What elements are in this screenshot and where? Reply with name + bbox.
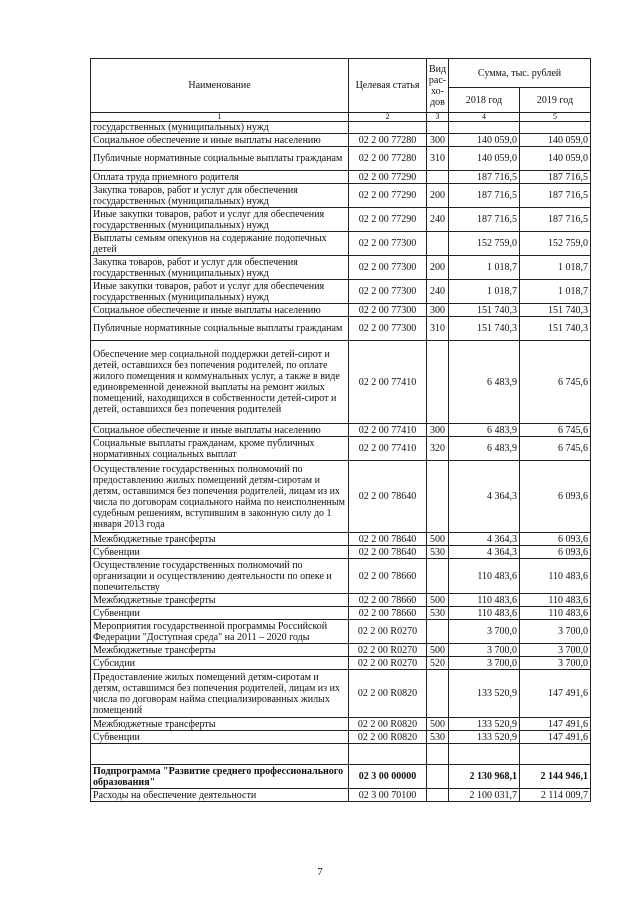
- row-expense-type-cell: 530: [427, 546, 449, 559]
- table-row: [91, 594, 591, 607]
- row-name-cell: Подпрограмма "Развитие среднего профессионального образования": [91, 765, 349, 789]
- table-row: [91, 122, 591, 134]
- row-expense-type-cell: [427, 232, 449, 256]
- header-target-article: Целевая статья: [349, 59, 427, 113]
- table-row: [91, 208, 591, 232]
- row-name-cell: государственных (муниципальных) нужд: [91, 122, 349, 134]
- row-sum-2019-cell: 110 483,6: [520, 594, 591, 607]
- row-sum-2018-cell: 110 483,6: [449, 607, 520, 620]
- row-name-cell: Осуществление государственных полномочий по организации и осуществлению деятельности по опеке и попечительству: [91, 559, 349, 594]
- row-sum-2018-cell: 1 018,7: [449, 256, 520, 280]
- row-expense-type-cell: [427, 559, 449, 594]
- table-row: [91, 731, 591, 744]
- row-expense-type-cell: 310: [427, 317, 449, 341]
- table-row: [91, 280, 591, 304]
- row-expense-type-cell: [427, 341, 449, 424]
- row-name-cell: Предоставление жилых помещений детям-сиротам и детям, оставшимся без попечения родителей, лицам из их числа по договорам найма специализированных жилых помещений: [91, 670, 349, 718]
- row-target-article-cell: 02 2 00 77280: [349, 147, 427, 171]
- table-row: [91, 718, 591, 731]
- row-sum-2019-cell: 147 491,6: [520, 731, 591, 744]
- row-name-cell: Публичные нормативные социальные выплаты гражданам: [91, 147, 349, 171]
- row-sum-2018-cell: 3 700,0: [449, 644, 520, 657]
- row-sum-2019-cell: 187 716,5: [520, 184, 591, 208]
- table-row: [91, 657, 591, 670]
- row-sum-2019-cell: 147 491,6: [520, 670, 591, 718]
- row-sum-2018-cell: 6 483,9: [449, 424, 520, 437]
- row-sum-2018-cell: 187 716,5: [449, 208, 520, 232]
- row-sum-2019-cell: [520, 744, 591, 765]
- row-sum-2019-cell: 6 093,6: [520, 546, 591, 559]
- row-name-cell: Обеспечение мер социальной поддержки детей-сирот и детей, оставшихся без попечения родителей, по оплате жилого помещения и коммунальных услуг, а также в виде единовременной денежной выплаты на ремонт жилых помещений, находящихся в собственности детей-сирот и детей, оставшихся без попечения родителей: [91, 341, 349, 424]
- table-row: [91, 317, 591, 341]
- row-expense-type-cell: [427, 789, 449, 802]
- row-sum-2019-cell: 2 144 946,1: [520, 765, 591, 789]
- header-expense-type: Вид рас-хо-дов: [427, 59, 449, 113]
- row-target-article-cell: 02 2 00 R0270: [349, 644, 427, 657]
- column-index: 3: [427, 113, 449, 122]
- row-expense-type-cell: [427, 765, 449, 789]
- row-expense-type-cell: 530: [427, 607, 449, 620]
- row-expense-type-cell: 200: [427, 256, 449, 280]
- row-sum-2018-cell: 110 483,6: [449, 594, 520, 607]
- table-row: [91, 341, 591, 424]
- row-name-cell: Иные закупки товаров, работ и услуг для обеспечения государственных (муниципальных) нужд: [91, 208, 349, 232]
- table-row: [91, 256, 591, 280]
- table-row: [91, 232, 591, 256]
- row-name-cell: Закупка товаров, работ и услуг для обеспечения государственных (муниципальных) нужд: [91, 256, 349, 280]
- row-name-cell: Межбюджетные трансферты: [91, 594, 349, 607]
- row-expense-type-cell: 320: [427, 437, 449, 461]
- row-expense-type-cell: 500: [427, 718, 449, 731]
- row-name-cell: Субвенции: [91, 731, 349, 744]
- row-target-article-cell: 02 2 00 R0270: [349, 620, 427, 644]
- row-expense-type-cell: 310: [427, 147, 449, 171]
- row-expense-type-cell: [427, 171, 449, 184]
- row-sum-2019-cell: 152 759,0: [520, 232, 591, 256]
- row-sum-2018-cell: 151 740,3: [449, 304, 520, 317]
- header-name: Наименование: [91, 59, 349, 113]
- row-sum-2019-cell: 6 745,6: [520, 424, 591, 437]
- row-target-article-cell: 02 2 00 77280: [349, 134, 427, 147]
- table-row: [91, 607, 591, 620]
- row-target-article-cell: 02 2 00 77300: [349, 317, 427, 341]
- row-name-cell: Межбюджетные трансферты: [91, 533, 349, 546]
- table-row: [91, 304, 591, 317]
- row-target-article-cell: 02 2 00 77300: [349, 280, 427, 304]
- row-expense-type-cell: [427, 744, 449, 765]
- row-sum-2018-cell: 151 740,3: [449, 317, 520, 341]
- row-name-cell: Осуществление государственных полномочий по предоставлению жилых помещений детям-сиротам и детям, оставшимся без попечения родителей, лицам из их числа по договорам социального найма по неисполненным судебным решениям, вступившим в законную силу до 1 января 2013 года: [91, 461, 349, 533]
- row-expense-type-cell: 240: [427, 280, 449, 304]
- table-row: [91, 171, 591, 184]
- row-target-article-cell: 02 2 00 78640: [349, 533, 427, 546]
- row-target-article-cell: 02 2 00 77290: [349, 171, 427, 184]
- row-sum-2018-cell: 3 700,0: [449, 620, 520, 644]
- row-sum-2019-cell: 6 745,6: [520, 437, 591, 461]
- row-name-cell: Социальное обеспечение и иные выплаты населению: [91, 134, 349, 147]
- header-sum: Сумма, тыс. рублей: [449, 59, 591, 88]
- header-year-2019: 2019 год: [520, 88, 591, 113]
- row-sum-2019-cell: 151 740,3: [520, 317, 591, 341]
- row-sum-2019-cell: 3 700,0: [520, 644, 591, 657]
- row-name-cell: Иные закупки товаров, работ и услуг для обеспечения государственных (муниципальных) нужд: [91, 280, 349, 304]
- budget-table: [90, 58, 591, 802]
- header-year-2018: 2018 год: [449, 88, 520, 113]
- row-target-article-cell: 02 2 00 78640: [349, 461, 427, 533]
- row-name-cell: Социальное обеспечение и иные выплаты населению: [91, 304, 349, 317]
- row-name-cell: Межбюджетные трансферты: [91, 718, 349, 731]
- row-name-cell: Выплаты семьям опекунов на содержание подопечных детей: [91, 232, 349, 256]
- column-index: 1: [91, 113, 349, 122]
- row-target-article-cell: 02 2 00 77410: [349, 424, 427, 437]
- row-sum-2019-cell: 187 716,5: [520, 208, 591, 232]
- row-target-article-cell: 02 2 00 77410: [349, 437, 427, 461]
- row-expense-type-cell: 500: [427, 533, 449, 546]
- row-target-article-cell: [349, 122, 427, 134]
- column-index: 5: [520, 113, 591, 122]
- row-expense-type-cell: [427, 620, 449, 644]
- row-sum-2018-cell: 6 483,9: [449, 341, 520, 424]
- column-index: 2: [349, 113, 427, 122]
- row-name-cell: Межбюджетные трансферты: [91, 644, 349, 657]
- row-target-article-cell: 02 2 00 77290: [349, 184, 427, 208]
- table-row: [91, 437, 591, 461]
- column-index-row: [91, 113, 591, 122]
- row-target-article-cell: 02 3 00 00000: [349, 765, 427, 789]
- row-sum-2019-cell: 1 018,7: [520, 280, 591, 304]
- row-sum-2018-cell: 6 483,9: [449, 437, 520, 461]
- table-row: [91, 184, 591, 208]
- spacer-row: [91, 744, 591, 765]
- row-sum-2018-cell: 4 364,3: [449, 533, 520, 546]
- table-row: [91, 546, 591, 559]
- row-name-cell: [91, 744, 349, 765]
- table-row: [91, 134, 591, 147]
- row-sum-2019-cell: 110 483,6: [520, 559, 591, 594]
- row-target-article-cell: 02 2 00 77300: [349, 256, 427, 280]
- table-row: [91, 147, 591, 171]
- row-target-article-cell: 02 2 00 78660: [349, 559, 427, 594]
- table-row: [91, 533, 591, 546]
- row-expense-type-cell: 300: [427, 304, 449, 317]
- row-sum-2018-cell: 187 716,5: [449, 184, 520, 208]
- table-row: [91, 461, 591, 533]
- row-expense-type-cell: 520: [427, 657, 449, 670]
- row-sum-2018-cell: 1 018,7: [449, 280, 520, 304]
- row-sum-2018-cell: 4 364,3: [449, 461, 520, 533]
- row-target-article-cell: 02 2 00 R0270: [349, 657, 427, 670]
- row-sum-2018-cell: [449, 122, 520, 134]
- row-target-article-cell: 02 2 00 78660: [349, 607, 427, 620]
- table-row: [91, 620, 591, 644]
- row-target-article-cell: 02 2 00 78640: [349, 546, 427, 559]
- row-sum-2019-cell: 2 114 009,7: [520, 789, 591, 802]
- row-expense-type-cell: 300: [427, 134, 449, 147]
- row-name-cell: Расходы на обеспечение деятельности: [91, 789, 349, 802]
- row-sum-2019-cell: 6 093,6: [520, 461, 591, 533]
- row-target-article-cell: 02 2 00 R0820: [349, 718, 427, 731]
- row-expense-type-cell: 300: [427, 424, 449, 437]
- row-name-cell: Мероприятия государственной программы Российской Федерации "Доступная среда" на 2011 – 2020 годы: [91, 620, 349, 644]
- row-target-article-cell: [349, 744, 427, 765]
- table-row: [91, 765, 591, 789]
- row-expense-type-cell: 500: [427, 594, 449, 607]
- row-sum-2018-cell: 133 520,9: [449, 670, 520, 718]
- row-expense-type-cell: [427, 122, 449, 134]
- row-sum-2018-cell: 2 100 031,7: [449, 789, 520, 802]
- row-expense-type-cell: 200: [427, 184, 449, 208]
- row-expense-type-cell: 530: [427, 731, 449, 744]
- row-target-article-cell: 02 2 00 77290: [349, 208, 427, 232]
- table-row: [91, 670, 591, 718]
- row-expense-type-cell: 240: [427, 208, 449, 232]
- row-sum-2018-cell: 140 059,0: [449, 147, 520, 171]
- row-target-article-cell: 02 2 00 77300: [349, 304, 427, 317]
- row-name-cell: Субвенции: [91, 607, 349, 620]
- column-index: 4: [449, 113, 520, 122]
- row-name-cell: Публичные нормативные социальные выплаты гражданам: [91, 317, 349, 341]
- row-target-article-cell: 02 2 00 R0820: [349, 731, 427, 744]
- row-sum-2018-cell: 4 364,3: [449, 546, 520, 559]
- row-name-cell: Социальное обеспечение и иные выплаты населению: [91, 424, 349, 437]
- row-sum-2018-cell: 133 520,9: [449, 718, 520, 731]
- row-target-article-cell: 02 2 00 77410: [349, 341, 427, 424]
- row-sum-2019-cell: 6 093,6: [520, 533, 591, 546]
- row-name-cell: Оплата труда приемного родителя: [91, 171, 349, 184]
- row-sum-2019-cell: 6 745,6: [520, 341, 591, 424]
- row-sum-2018-cell: 187 716,5: [449, 171, 520, 184]
- row-sum-2019-cell: [520, 122, 591, 134]
- table-row: [91, 789, 591, 802]
- row-sum-2019-cell: 140 059,0: [520, 134, 591, 147]
- row-sum-2018-cell: 140 059,0: [449, 134, 520, 147]
- row-name-cell: Субвенции: [91, 546, 349, 559]
- row-sum-2018-cell: 2 130 968,1: [449, 765, 520, 789]
- row-sum-2019-cell: 140 059,0: [520, 147, 591, 171]
- row-sum-2018-cell: 133 520,9: [449, 731, 520, 744]
- row-name-cell: Закупка товаров, работ и услуг для обеспечения государственных (муниципальных) нужд: [91, 184, 349, 208]
- row-target-article-cell: 02 2 00 78660: [349, 594, 427, 607]
- table-row: [91, 559, 591, 594]
- row-target-article-cell: 02 2 00 77300: [349, 232, 427, 256]
- row-sum-2019-cell: 151 740,3: [520, 304, 591, 317]
- row-sum-2018-cell: 110 483,6: [449, 559, 520, 594]
- row-name-cell: Субсидии: [91, 657, 349, 670]
- page-number: 7: [317, 866, 323, 878]
- row-target-article-cell: 02 2 00 R0820: [349, 670, 427, 718]
- row-sum-2019-cell: 1 018,7: [520, 256, 591, 280]
- row-sum-2018-cell: 152 759,0: [449, 232, 520, 256]
- row-sum-2019-cell: 110 483,6: [520, 607, 591, 620]
- row-sum-2019-cell: 3 700,0: [520, 657, 591, 670]
- row-sum-2019-cell: 187 716,5: [520, 171, 591, 184]
- row-expense-type-cell: 500: [427, 644, 449, 657]
- row-sum-2019-cell: 147 491,6: [520, 718, 591, 731]
- row-expense-type-cell: [427, 670, 449, 718]
- row-expense-type-cell: [427, 461, 449, 533]
- row-name-cell: Социальные выплаты гражданам, кроме публичных нормативных социальных выплат: [91, 437, 349, 461]
- table-row: [91, 644, 591, 657]
- table-row: [91, 424, 591, 437]
- row-target-article-cell: 02 3 00 70100: [349, 789, 427, 802]
- row-sum-2018-cell: 3 700,0: [449, 657, 520, 670]
- row-sum-2019-cell: 3 700,0: [520, 620, 591, 644]
- budget-table-sheet: [90, 58, 590, 802]
- row-sum-2018-cell: [449, 744, 520, 765]
